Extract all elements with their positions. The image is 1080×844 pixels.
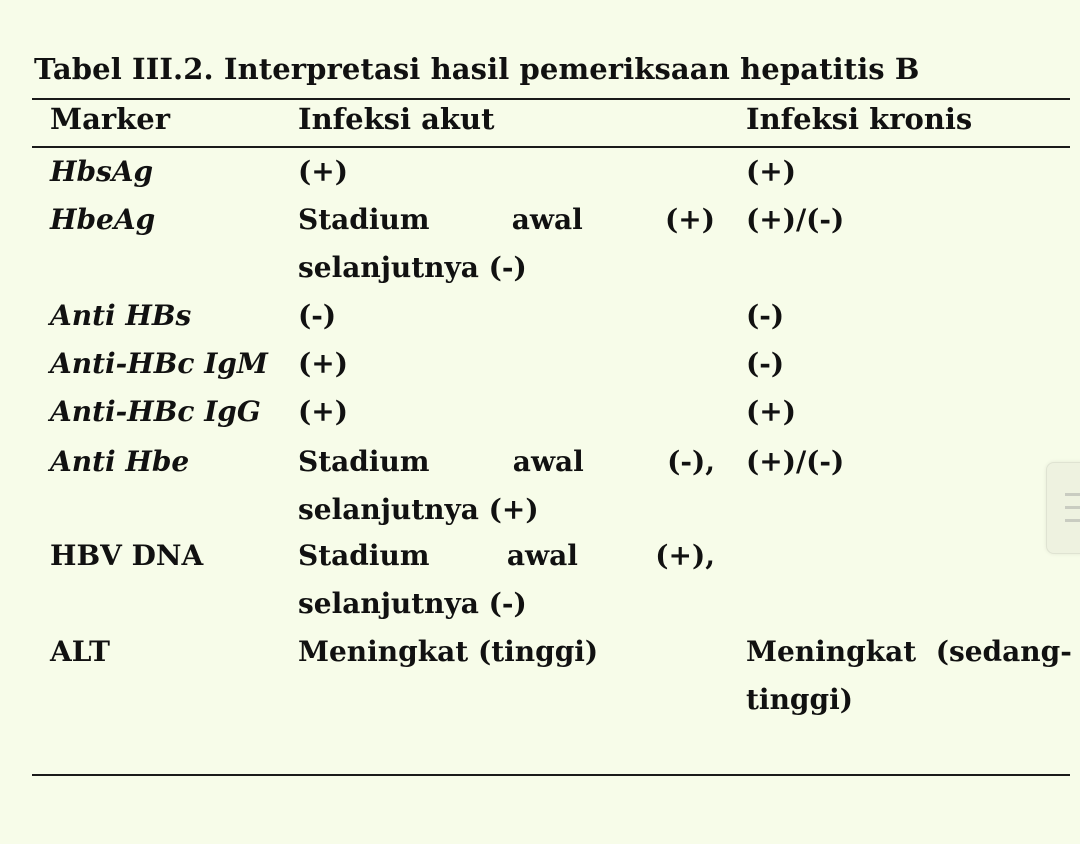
chronic-hbsag: (+)	[746, 155, 796, 188]
table-header-rule	[32, 146, 1070, 148]
acute-anti-hbe-line2: selanjutnya (+)	[298, 493, 539, 526]
marker-hbeag: HbeAg	[50, 203, 156, 236]
acute-hbeag-line1	[298, 196, 715, 244]
acute-anti-hbe-word-3: (-),	[667, 445, 715, 478]
chronic-hbeag: (+)/(-)	[746, 203, 845, 236]
marker-hbv-dna: HBV DNA	[50, 539, 204, 572]
marker-anti-hbs: Anti HBs	[50, 299, 192, 332]
marker-anti-hbe: Anti Hbe	[50, 445, 190, 478]
table-top-rule	[32, 98, 1070, 100]
header-marker: Marker	[50, 102, 170, 136]
acute-hbv-dna-word-1: Stadium	[298, 539, 430, 572]
table-caption: Tabel III.2. Interpretasi hasil pemeriksaan hepatitis B	[34, 52, 920, 86]
acute-hbeag-word-2: awal	[511, 203, 583, 236]
side-menu-tab[interactable]	[1046, 462, 1080, 554]
acute-alt: Meningkat (tinggi)	[298, 635, 599, 668]
acute-hbsag: (+)	[298, 155, 348, 188]
acute-anti-hbs: (-)	[298, 299, 337, 332]
acute-hbv-dna-line1	[298, 532, 715, 580]
table-bottom-rule	[32, 774, 1070, 776]
chronic-anti-hbs: (-)	[746, 299, 785, 332]
acute-anti-hbe-word-1: Stadium	[298, 445, 430, 478]
chronic-alt-line1: Meningkat (sedang-	[746, 635, 1072, 668]
acute-anti-hbe-line1	[298, 438, 715, 486]
marker-alt: ALT	[50, 635, 110, 668]
header-chronic: Infeksi kronis	[746, 102, 973, 136]
acute-hbv-dna-word-3: (+),	[655, 539, 715, 572]
chronic-alt-line2: tinggi)	[746, 683, 853, 716]
chronic-anti-hbc-igg: (+)	[746, 395, 796, 428]
acute-hbv-dna-word-2: awal	[506, 539, 578, 572]
marker-anti-hbc-igg: Anti-HBc IgG	[50, 395, 261, 428]
marker-hbsag: HbsAg	[50, 155, 154, 188]
acute-hbeag-line2: selanjutnya (-)	[298, 251, 527, 284]
acute-hbv-dna-line2: selanjutnya (-)	[298, 587, 527, 620]
header-acute: Infeksi akut	[298, 102, 495, 136]
acute-anti-hbc-igg: (+)	[298, 395, 348, 428]
acute-hbeag-word-1: Stadium	[298, 203, 430, 236]
chronic-anti-hbe: (+)/(-)	[746, 445, 845, 478]
chronic-anti-hbc-igm: (-)	[746, 347, 785, 380]
acute-anti-hbe-word-2: awal	[512, 445, 584, 478]
acute-hbeag-word-3: (+)	[665, 203, 715, 236]
marker-anti-hbc-igm: Anti-HBc IgM	[50, 347, 268, 380]
acute-anti-hbc-igm: (+)	[298, 347, 348, 380]
